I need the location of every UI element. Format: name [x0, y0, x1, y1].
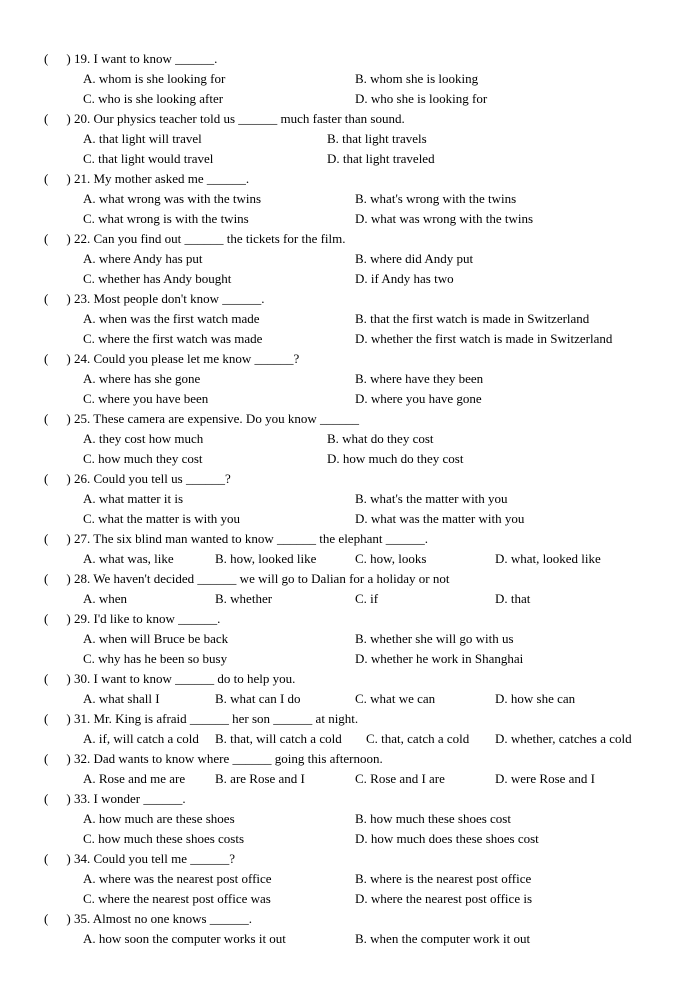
answer-blank[interactable]: ( )	[44, 469, 74, 489]
option-b[interactable]: B. whether	[215, 591, 273, 606]
option-a[interactable]: A. how soon the computer works it out	[83, 931, 286, 946]
option-b[interactable]: B. where is the nearest post office	[355, 871, 532, 886]
answer-blank-close: )	[66, 851, 71, 866]
answer-blank-close: )	[66, 411, 71, 426]
option-b[interactable]: B. how, looked like	[215, 551, 317, 566]
answer-blank-close: )	[66, 531, 71, 546]
option-c[interactable]: C. if	[355, 591, 379, 606]
answer-blank-close: )	[66, 571, 71, 586]
answer-blank-close: )	[66, 791, 71, 806]
option-d[interactable]: D. what was wrong with the twins	[355, 211, 534, 226]
question-22	[44, 229, 346, 249]
option-b[interactable]: B. where have they been	[355, 371, 484, 386]
question-stem: . Can you find out ______ the tickets for the film.	[87, 231, 346, 246]
question-number: 31	[74, 711, 87, 726]
option-a[interactable]: A. Rose and me are	[83, 771, 186, 786]
option-a[interactable]: A. that light will travel	[83, 131, 202, 146]
question-stem: . Most people don't know ______.	[87, 291, 265, 306]
question-stem: . I wonder ______.	[87, 791, 186, 806]
option-a[interactable]: A. where Andy has put	[83, 251, 203, 266]
option-d[interactable]: D. how she can	[495, 691, 576, 706]
option-d[interactable]: D. that	[495, 591, 531, 606]
question-number: 35	[74, 911, 87, 926]
option-d[interactable]: D. where the nearest post office is	[355, 891, 533, 906]
option-c[interactable]: C. where the nearest post office was	[83, 891, 271, 906]
question-28	[44, 569, 449, 589]
question-30	[44, 669, 295, 689]
option-c[interactable]: C. that light would travel	[83, 151, 214, 166]
answer-blank-close: )	[66, 51, 71, 66]
option-b[interactable]: B. where did Andy put	[355, 251, 474, 266]
option-d[interactable]: D. what was the matter with you	[355, 511, 525, 526]
question-23	[44, 289, 264, 309]
answer-blank[interactable]: ( )	[44, 289, 74, 309]
question-number: 34	[74, 851, 87, 866]
option-c[interactable]: C. what the matter is with you	[83, 511, 241, 526]
option-c[interactable]: C. what we can	[355, 691, 436, 706]
option-a[interactable]: A. what was, like	[83, 551, 174, 566]
option-a[interactable]: A. what matter it is	[83, 491, 184, 506]
option-a[interactable]: A. when will Bruce be back	[83, 631, 229, 646]
question-number: 27	[74, 531, 87, 546]
answer-blank[interactable]: ( )	[44, 569, 74, 589]
answer-blank-close: )	[66, 711, 71, 726]
answer-blank-close: )	[66, 351, 71, 366]
answer-blank[interactable]: ( )	[44, 669, 74, 689]
option-c[interactable]: C. that, catch a cold	[366, 731, 470, 746]
option-c[interactable]: C. what wrong is with the twins	[83, 211, 249, 226]
question-35	[44, 909, 252, 929]
question-20	[44, 109, 405, 129]
question-number: 33	[74, 791, 87, 806]
question-number: 19	[74, 51, 87, 66]
option-a[interactable]: A. where has she gone	[83, 371, 201, 386]
option-d[interactable]: D. whether he work in Shanghai	[355, 651, 524, 666]
option-c[interactable]: C. who is she looking after	[83, 91, 224, 106]
answer-blank-close: )	[66, 291, 71, 306]
question-number: 30	[74, 671, 87, 686]
answer-blank[interactable]: ( )	[44, 349, 74, 369]
option-d[interactable]: D. whether the first watch is made in Switzerland	[355, 331, 613, 346]
option-b[interactable]: B. that, will catch a cold	[215, 731, 342, 746]
question-26	[44, 469, 231, 489]
question-number: 29	[74, 611, 87, 626]
option-a[interactable]: A. when was the first watch made	[83, 311, 260, 326]
answer-blank-close: )	[66, 751, 71, 766]
option-b[interactable]: B. when the computer work it out	[355, 931, 531, 946]
answer-blank[interactable]: ( )	[44, 529, 74, 549]
question-34	[44, 849, 235, 869]
question-stem: . We haven't decided ______ we will go to Dalian for a holiday or not	[87, 571, 450, 586]
question-stem: . Almost no one knows ______.	[87, 911, 253, 926]
option-b[interactable]: B. that light travels	[327, 131, 427, 146]
question-number: 20	[74, 111, 87, 126]
question-stem: . My mother asked me ______.	[87, 171, 250, 186]
question-24	[44, 349, 299, 369]
question-stem: . Mr. King is afraid ______ her son ______ at night.	[87, 711, 359, 726]
option-c[interactable]: C. Rose and I are	[355, 771, 445, 786]
answer-blank-close: )	[66, 111, 71, 126]
question-stem: . Could you please let me know ______?	[87, 351, 300, 366]
option-c[interactable]: C. where the first watch was made	[83, 331, 263, 346]
question-number: 24	[74, 351, 87, 366]
option-c[interactable]: C. how much they cost	[83, 451, 203, 466]
answer-blank[interactable]: ( )	[44, 749, 74, 769]
question-number: 22	[74, 231, 87, 246]
question-27	[44, 529, 428, 549]
answer-blank[interactable]: ( )	[44, 49, 74, 69]
question-32	[44, 749, 383, 769]
answer-blank[interactable]: ( )	[44, 609, 74, 629]
answer-blank[interactable]: ( )	[44, 709, 74, 729]
question-31	[44, 709, 358, 729]
answer-blank[interactable]: ( )	[44, 409, 74, 429]
option-a[interactable]: A. if, will catch a cold	[83, 731, 199, 746]
question-19	[44, 49, 217, 69]
option-a[interactable]: A. they cost how much	[83, 431, 204, 446]
question-number: 23	[74, 291, 87, 306]
question-29	[44, 609, 220, 629]
question-number: 26	[74, 471, 87, 486]
option-a[interactable]: A. when	[83, 591, 128, 606]
question-stem: . Our physics teacher told us ______ much faster than sound.	[87, 111, 405, 126]
option-a[interactable]: A. how much are these shoes	[83, 811, 235, 826]
question-33	[44, 789, 186, 809]
answer-blank[interactable]: ( )	[44, 109, 74, 129]
option-d[interactable]: D. how much does these shoes cost	[355, 831, 539, 846]
answer-blank[interactable]: ( )	[44, 789, 74, 809]
option-d[interactable]: D. what, looked like	[495, 551, 601, 566]
option-d[interactable]: D. that light traveled	[327, 151, 435, 166]
option-b[interactable]: B. whom she is looking	[355, 71, 479, 86]
option-c[interactable]: C. how, looks	[355, 551, 427, 566]
question-21	[44, 169, 249, 189]
option-a[interactable]: A. whom is she looking for	[83, 71, 226, 86]
option-b[interactable]: B. what can I do	[215, 691, 301, 706]
answer-blank-close: )	[66, 171, 71, 186]
option-a[interactable]: A. what wrong was with the twins	[83, 191, 262, 206]
question-stem: . I'd like to know ______.	[87, 611, 221, 626]
question-stem: . These camera are expensive. Do you know ______	[87, 411, 359, 426]
option-d[interactable]: D. whether, catches a cold	[495, 731, 632, 746]
answer-blank[interactable]: ( )	[44, 909, 74, 929]
question-stem: . I want to know ______ do to help you.	[87, 671, 296, 686]
question-number: 28	[74, 571, 87, 586]
answer-blank[interactable]: ( )	[44, 169, 74, 189]
option-c[interactable]: C. whether has Andy bought	[83, 271, 232, 286]
option-b[interactable]: B. what's wrong with the twins	[355, 191, 517, 206]
option-d[interactable]: D. how much do they cost	[327, 451, 464, 466]
question-stem: . Could you tell us ______?	[87, 471, 231, 486]
answer-blank-close: )	[66, 231, 71, 246]
option-a[interactable]: A. where was the nearest post office	[83, 871, 272, 886]
question-stem: . Dad wants to know where ______ going this afternoon.	[87, 751, 383, 766]
option-c[interactable]: C. how much these shoes costs	[83, 831, 245, 846]
answer-blank-close: )	[66, 671, 71, 686]
option-c[interactable]: C. where you have been	[83, 391, 209, 406]
answer-blank[interactable]: ( )	[44, 849, 74, 869]
option-b[interactable]: B. what do they cost	[327, 431, 434, 446]
option-b[interactable]: B. what's the matter with you	[355, 491, 508, 506]
option-d[interactable]: D. were Rose and I	[495, 771, 595, 786]
option-d[interactable]: D. who she is looking for	[355, 91, 488, 106]
question-stem: . The six blind man wanted to know ______ the elephant ______.	[87, 531, 428, 546]
answer-blank-close: )	[66, 471, 71, 486]
option-b[interactable]: B. are Rose and I	[215, 771, 305, 786]
option-b[interactable]: B. how much these shoes cost	[355, 811, 511, 826]
option-d[interactable]: D. where you have gone	[355, 391, 482, 406]
option-b[interactable]: B. whether she will go with us	[355, 631, 514, 646]
option-d[interactable]: D. if Andy has two	[355, 271, 454, 286]
question-number: 25	[74, 411, 87, 426]
question-stem: . I want to know ______.	[87, 51, 218, 66]
answer-blank-close: )	[66, 911, 71, 926]
option-b[interactable]: B. that the first watch is made in Switzerland	[355, 311, 590, 326]
question-number: 32	[74, 751, 87, 766]
question-25	[44, 409, 359, 429]
question-number: 21	[74, 171, 87, 186]
question-stem: . Could you tell me ______?	[87, 851, 236, 866]
answer-blank-close: )	[66, 611, 71, 626]
answer-blank[interactable]: ( )	[44, 229, 74, 249]
option-c[interactable]: C. why has he been so busy	[83, 651, 228, 666]
option-a[interactable]: A. what shall I	[83, 691, 160, 706]
